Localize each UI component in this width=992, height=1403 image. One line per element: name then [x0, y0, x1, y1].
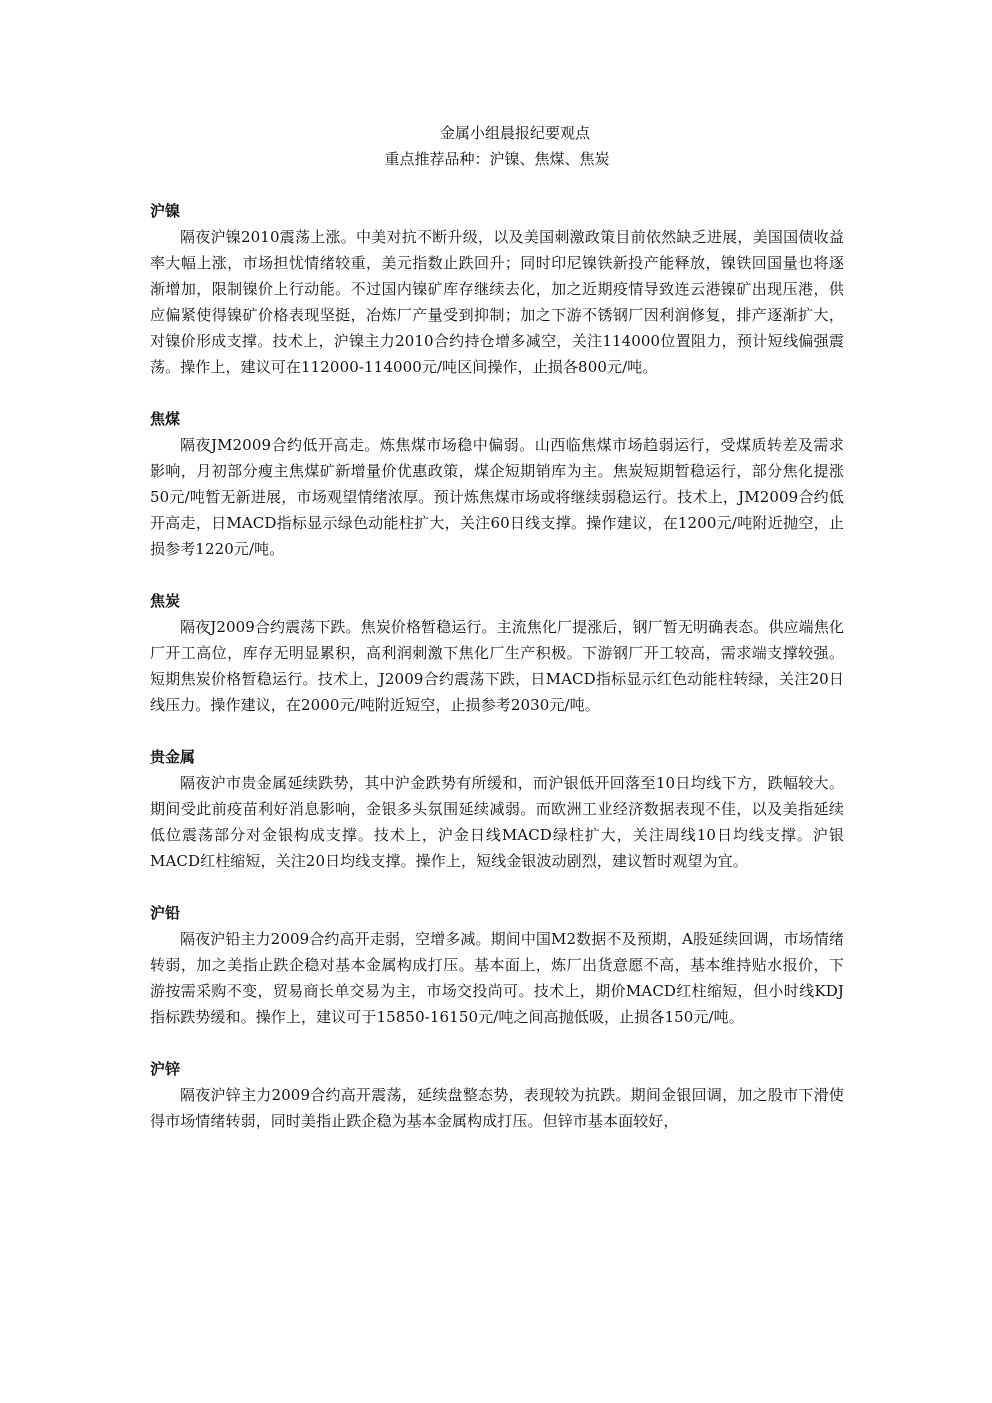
section-body-zinc: 隔夜沪锌主力2009合约高开震荡，延续盘整态势，表现较为抗跌。期间金银回调，加之股市下滑使得市场情绪转弱，同时美指止跌企稳为基本金属构成打压。但锌市基本面较好， [150, 1086, 844, 1130]
section-body-coke: 隔夜J2009合约震荡下跌。焦炭价格暂稳运行。主流焦化厂提涨后，钢厂暂无明确表态。供应端焦化厂开工高位，库存无明显累积，高利润刺激下焦化厂生产积极。下游钢厂开工较高，需求端支撑较强。短期焦炭价格暂稳运行。技术上，J2009合约震荡下跌，日MACD指标显示红色动能柱转绿，关注20日线压力。操作建议，在2000元/吨附近短空，止损参考2030元/吨。 [150, 618, 844, 714]
section-body-precious-metals: 隔夜沪市贵金属延续跌势，其中沪金跌势有所缓和，而沪银低开回落至10日均线下方，跌幅较大。期间受此前疫苗利好消息影响，金银多头氛围延续减弱。而欧洲工业经济数据表现不佳，以及美指延续低位震荡部分对金银构成支撑。技术上，沪金日线MACD绿柱扩大，关注周线10日均线支撑。沪银MACD红柱缩短，关注20日均线支撑。操作上，短线金银波动剧烈，建议暂时观望为宜。 [150, 774, 844, 870]
section-heading-zinc: 沪锌 [150, 1060, 181, 1078]
section-body-lead: 隔夜沪铅主力2009合约高开走弱，空增多减。期间中国M2数据不及预期，A股延续回调，市场情绪转弱，加之美指止跌企稳对基本金属构成打压。基本面上，炼厂出货意愿不高，基本维持贴水报价，下游按需采购不变，贸易商长单交易为主，市场交投尚可。技术上，期价MACD红柱缩短，但小时线KDJ指标跌势缓和。操作上，建议可于15850-16150元/吨之间高抛低吸，止损各150元/吨。 [150, 930, 844, 1026]
section-heading-precious-metals: 贵金属 [150, 748, 196, 766]
document-title: 金属小组晨报纪要观点 [439, 124, 590, 142]
section-coke [150, 588, 844, 718]
section-body-coking-coal: 隔夜JM2009合约低开高走。炼焦煤市场稳中偏弱。山西临焦煤市场趋弱运行，受煤质转差及需求影响，月初部分瘦主焦煤矿新增量价优惠政策，煤企短期销库为主。焦炭短期暂稳运行，部分焦化提涨50元/吨暂无新进展，市场观望情绪浓厚。预计炼焦煤市场或将继续弱稳运行。技术上，JM2009合约低开高走，日MACD指标显示绿色动能柱扩大，关注60日线支撑。操作建议，在1200元/吨附近抛空，止损参考1220元/吨。 [150, 436, 844, 558]
document-title-block [150, 120, 844, 172]
section-zinc [150, 1056, 844, 1134]
section-heading-nickel: 沪镍 [150, 202, 181, 220]
section-heading-coke: 焦炭 [150, 592, 181, 610]
section-nickel [150, 198, 844, 380]
document-page [150, 120, 844, 1134]
section-precious-metals [150, 744, 844, 874]
section-body-nickel: 隔夜沪镍2010震荡上涨。中美对抗不断升级，以及美国刺激政策目前依然缺乏进展，美国国债收益率大幅上涨，市场担忧情绪较重，美元指数止跌回升；同时印尼镍铁新投产能释放，镍铁回国量也将逐渐增加，限制镍价上行动能。不过国内镍矿库存继续去化，加之近期疫情导致连云港镍矿出现压港，供应偏紧使得镍矿价格表现坚挺，冶炼厂产量受到抑制；加之下游不锈钢厂因利润修复，排产逐渐扩大，对镍价形成支撑。技术上，沪镍主力2010合约持仓增多减空，关注114000位置阻力，预计短线偏强震荡。操作上，建议可在112000-114000元/吨区间操作，止损各800元/吨。 [150, 228, 844, 376]
section-coking-coal [150, 406, 844, 562]
section-heading-lead: 沪铅 [150, 904, 181, 922]
section-heading-coking-coal: 焦煤 [150, 410, 181, 428]
section-lead [150, 900, 844, 1030]
document-subtitle: 重点推荐品种：沪镍、焦煤、焦炭 [384, 150, 610, 168]
